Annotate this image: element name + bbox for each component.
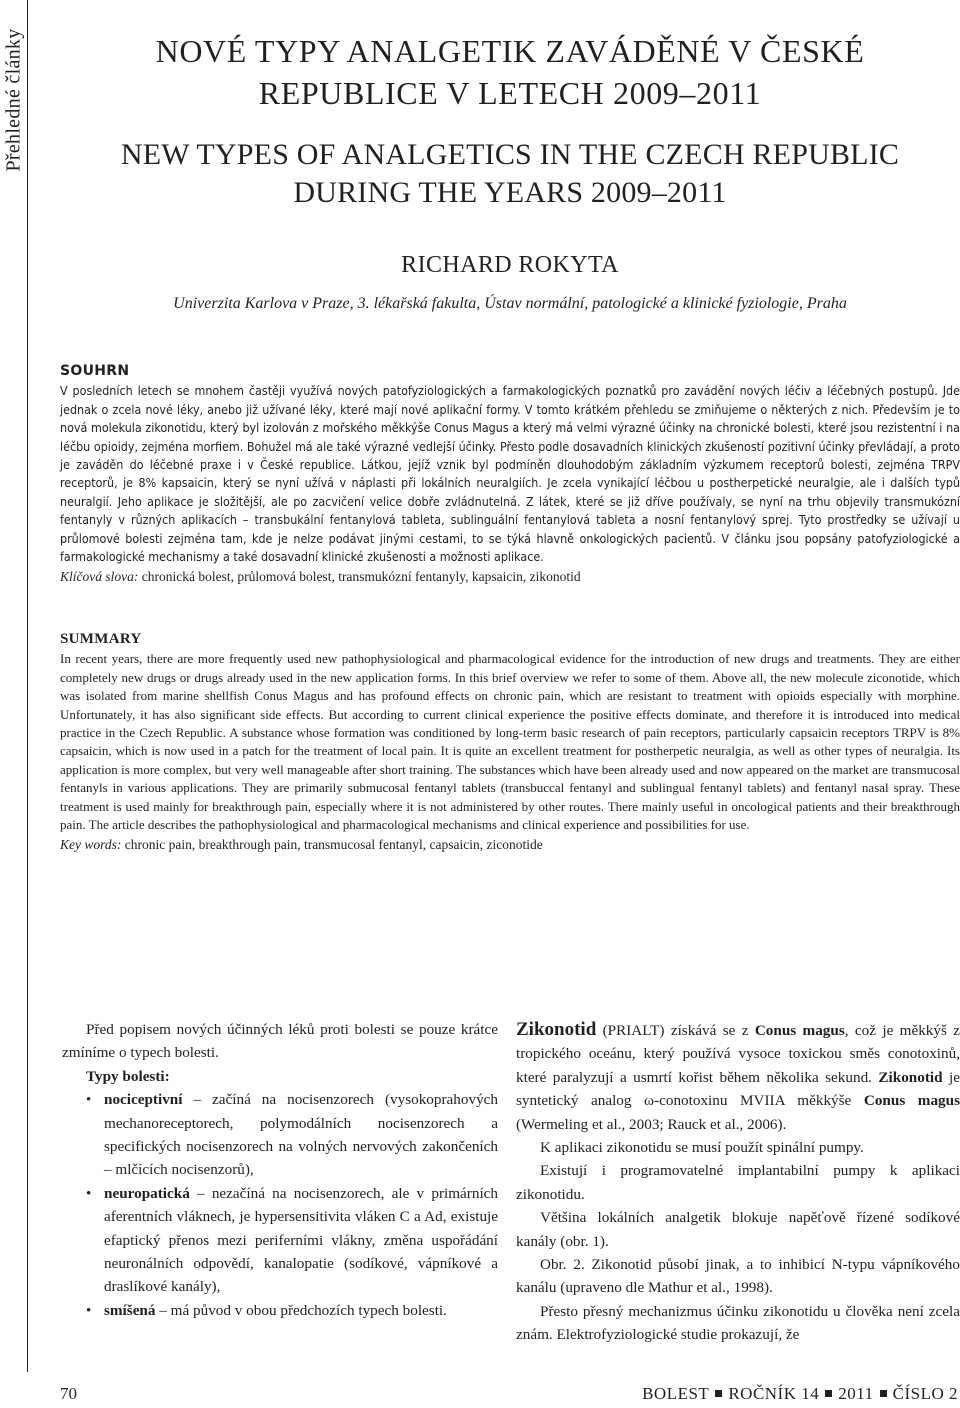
keywords-czech-label: Klíčová slova: bbox=[60, 569, 139, 585]
keywords-english-list: chronic pain, breakthrough pain, transmucosal fentanyl, capsaicin, ziconotide bbox=[124, 837, 543, 853]
author: RICHARD ROKYTA bbox=[401, 252, 619, 278]
separator-square-icon bbox=[825, 1390, 832, 1397]
zikonotid-term: Zikonotid bbox=[878, 1068, 943, 1086]
paragraph: Obr. 2. Zikonotid působí jinak, a to inhibicí N-typu vápníkového kanálu (upraveno dle Mathur et al., 1998). bbox=[516, 1256, 960, 1297]
pain-type-term: smíšená bbox=[104, 1301, 156, 1319]
zikonotid-paragraph bbox=[516, 1018, 960, 1136]
journal-issue: ČÍSLO 2 bbox=[892, 1384, 958, 1403]
page-footer bbox=[0, 1384, 960, 1408]
list-item bbox=[104, 1088, 498, 1182]
separator-square-icon bbox=[880, 1390, 887, 1397]
body-column-left bbox=[62, 1018, 498, 1322]
pain-type-term: neuropatická bbox=[104, 1184, 190, 1202]
section-tab bbox=[0, 0, 28, 1372]
title-english: NEW TYPES OF ANALGETICS IN THE CZECH REPUBLIC DURING THE YEARS 2009–2011 bbox=[120, 138, 900, 209]
zikonotid-term: Zikonotid bbox=[516, 1019, 597, 1040]
paragraph: Přesto přesný mechanizmus účinku zikonotidu u člověka není zcela znám. Elektrofyziologické studie prokazují, že bbox=[516, 1302, 960, 1344]
journal-year: 2011 bbox=[838, 1384, 874, 1403]
keywords-english bbox=[60, 836, 960, 854]
keywords-czech-list: chronická bolest, průlomová bolest, transmukózní fentanyly, kapsaicin, zikonotid bbox=[141, 569, 581, 585]
text-run: (PRIALT) získává se z bbox=[596, 1022, 755, 1039]
paragraph: K aplikaci zikonotidu se musí použít spinální pumpy. bbox=[540, 1139, 864, 1157]
intro-paragraph: Před popisem nových účinných léků proti bolesti se pouze krátce zmíníme o typech bolesti. bbox=[62, 1021, 498, 1062]
affiliation: Univerzita Karlova v Praze, 3. lékařská fakulta, Ústav normální, patologické a klinické fyziologie, Praha bbox=[173, 295, 847, 312]
abstract-czech bbox=[60, 362, 960, 587]
abstract-english bbox=[60, 630, 960, 855]
conus-magus-term: Conus magus bbox=[863, 1092, 960, 1110]
keywords-english-label: Key words: bbox=[60, 837, 122, 853]
section-tab-label: Přehledné články bbox=[2, 28, 25, 172]
paragraph: Existují i programovatelné implantabilní pumpy k aplikaci zikonotidu. bbox=[516, 1162, 960, 1203]
pain-type-text: – začíná na nocisenzorech (vysokoprahových mechanoreceptorech, polymodálních nocisenzorech a specifických nocisenzorech na volných nervových zakončeních – mlčících nocisenzorů), bbox=[104, 1091, 498, 1179]
pain-type-text: – nezačíná na nocisenzorech, ale v primárních aferentních vláknech, je hypersensitivita vláken C a Ad, existuje efaptický přenos mezi periferními vlákny, změna uspořádání neuronálních odpovědí, kanalopatie (sodíkové, vápníkové a draslíkové kanály), bbox=[104, 1184, 498, 1296]
body-column-right bbox=[516, 1018, 960, 1347]
journal-info bbox=[642, 1384, 958, 1404]
summary-text: In recent years, there are more frequently used new pathophysiological and pharmacological evidence for the introduction of new drugs and treatments. They are either completely new drugs or drugs already used in the new application forms. In this brief overview we refer to some of them. Above all, the new molecule ziconotide, which was isolated from marine shellfish Conus Magus and has profound effects on chronic pain, which are resistant to treatment with opioids especially with morphine. Unfortunately, it has also significant side effects. But according to current clinical experience the positive effects dominate, and therefore it is introduced into medical practice in the Czech Republic. A substance whose formation was conditioned by long-term basic research of pain receptors, particularly capsaicin receptors TRPV is 8% capsaicin, which is now used in a patch for the treatment of local pain. It is quite an excellent treatment for postherpetic neuralgia, as well as other types of neuralgia. Its application is more complex, but very well manageable after short training. The substances which have been already used and now appeared on the market are transmucosal fentanyls in various applications. They are primarily submucosal fentanyl tablets (transbuccal fentanyl and sublingual fentanyl tablets) and fentanyl nasal spray. These treatment is used mainly for breakthrough pain, especially where it is not administered by other routes. There mainly useful in oncological patients and their breakthrough pain. The article describes the pathophysiological and pharmacological mechanisms and clinical experience and possibilities for use. bbox=[60, 651, 960, 833]
list-item bbox=[104, 1299, 498, 1322]
keywords-czech bbox=[60, 568, 960, 586]
title-czech: NOVÉ TYPY ANALGETIK ZAVÁDĚNÉ V ČESKÉ REPUBLICE V LETECH 2009–2011 bbox=[155, 33, 865, 111]
paragraph: Většina lokálních analgetik blokuje napěťově řízené sodíkové kanály (obr. 1). bbox=[516, 1209, 960, 1250]
souhrn-heading: SOUHRN bbox=[60, 363, 130, 379]
pain-types-heading: Typy bolesti: bbox=[86, 1067, 170, 1085]
conus-magus-term: Conus magus bbox=[754, 1022, 845, 1039]
list-item bbox=[104, 1182, 498, 1299]
text-run: , což je měkkýš z tropického oceánu, který používá vysoce toxickou směs conotoxinů, které paralyzují a usmrtí kořist během několika sekund. bbox=[516, 1022, 960, 1086]
separator-square-icon bbox=[715, 1390, 722, 1397]
pain-type-text: – má původ v obou předchozích typech bolesti. bbox=[155, 1301, 447, 1319]
pain-type-term: nociceptivní bbox=[104, 1091, 183, 1109]
journal-name: BOLEST bbox=[642, 1384, 710, 1403]
article-header bbox=[60, 30, 960, 313]
text-run: je syntetický analog ω-conotoxinu MVIIA měkkýše bbox=[516, 1068, 960, 1110]
journal-volume: ROČNÍK 14 bbox=[728, 1384, 820, 1403]
page-number: 70 bbox=[60, 1384, 77, 1403]
pain-types-list bbox=[62, 1088, 498, 1322]
text-run: (Wermeling et al., 2003; Rauck et al., 2006). bbox=[516, 1115, 787, 1133]
summary-heading: SUMMARY bbox=[60, 631, 142, 647]
souhrn-text: V posledních letech se mnohem častěji využívá nových patofyziologických a farmakologických poznatků pro zavádění nových léčiv a léčebných postupů. Jde jednak o zcela nové léky, anebo již užívané léky, které mají nové aplikační formy. V tomto krátkém přehledu se zmiňujeme o některých z nich. Především je to nová molekula zikonotidu, který byl izolován z mořského měkkýše Conus Magus a který má velmi výrazné účinky na chronické bolesti, které jsou rezistentní i na léčbu opioidy, zejména morfiem. Bohužel má ale také výrazné vedlejší účinky. Přesto podle dosavadních klinických zkušeností pozitivní účinky převládají, a proto je zaváděn do léčebné praxe i v České republice. Látkou, jejíž vznik byl podmíněn dlouhodobým základním výzkumem receptorů bolesti, zejména TRPV receptorů, je 8% kapsaicin, který se nyní užívá v náplasti při lokálních neuralgiích. Je zcela vynikající léčbou u postherpetické neuralgie, ale i dalších typů neuralgií. Jeho aplikace je složitější, ale po zacvičení velice dobře zvládnutelná. Z látek, které se již dříve používaly, se nyní na trhu objevily transmukózní fentanyly v různých aplikacích – transbukální fentanylová tableta, sublinguální fentanylová tableta a nosní fentanylový sprej. Tyto prostředky se užívají u průlomové bolesti zejména tam, kde je nelze podávat jinými cestami, to se týká hlavně onkologických pacientů. V článku jsou popsány patofyziologické a farmakologické mechanismy a také dosavadní klinické zkušenosti a možnosti aplikace. bbox=[60, 383, 960, 565]
